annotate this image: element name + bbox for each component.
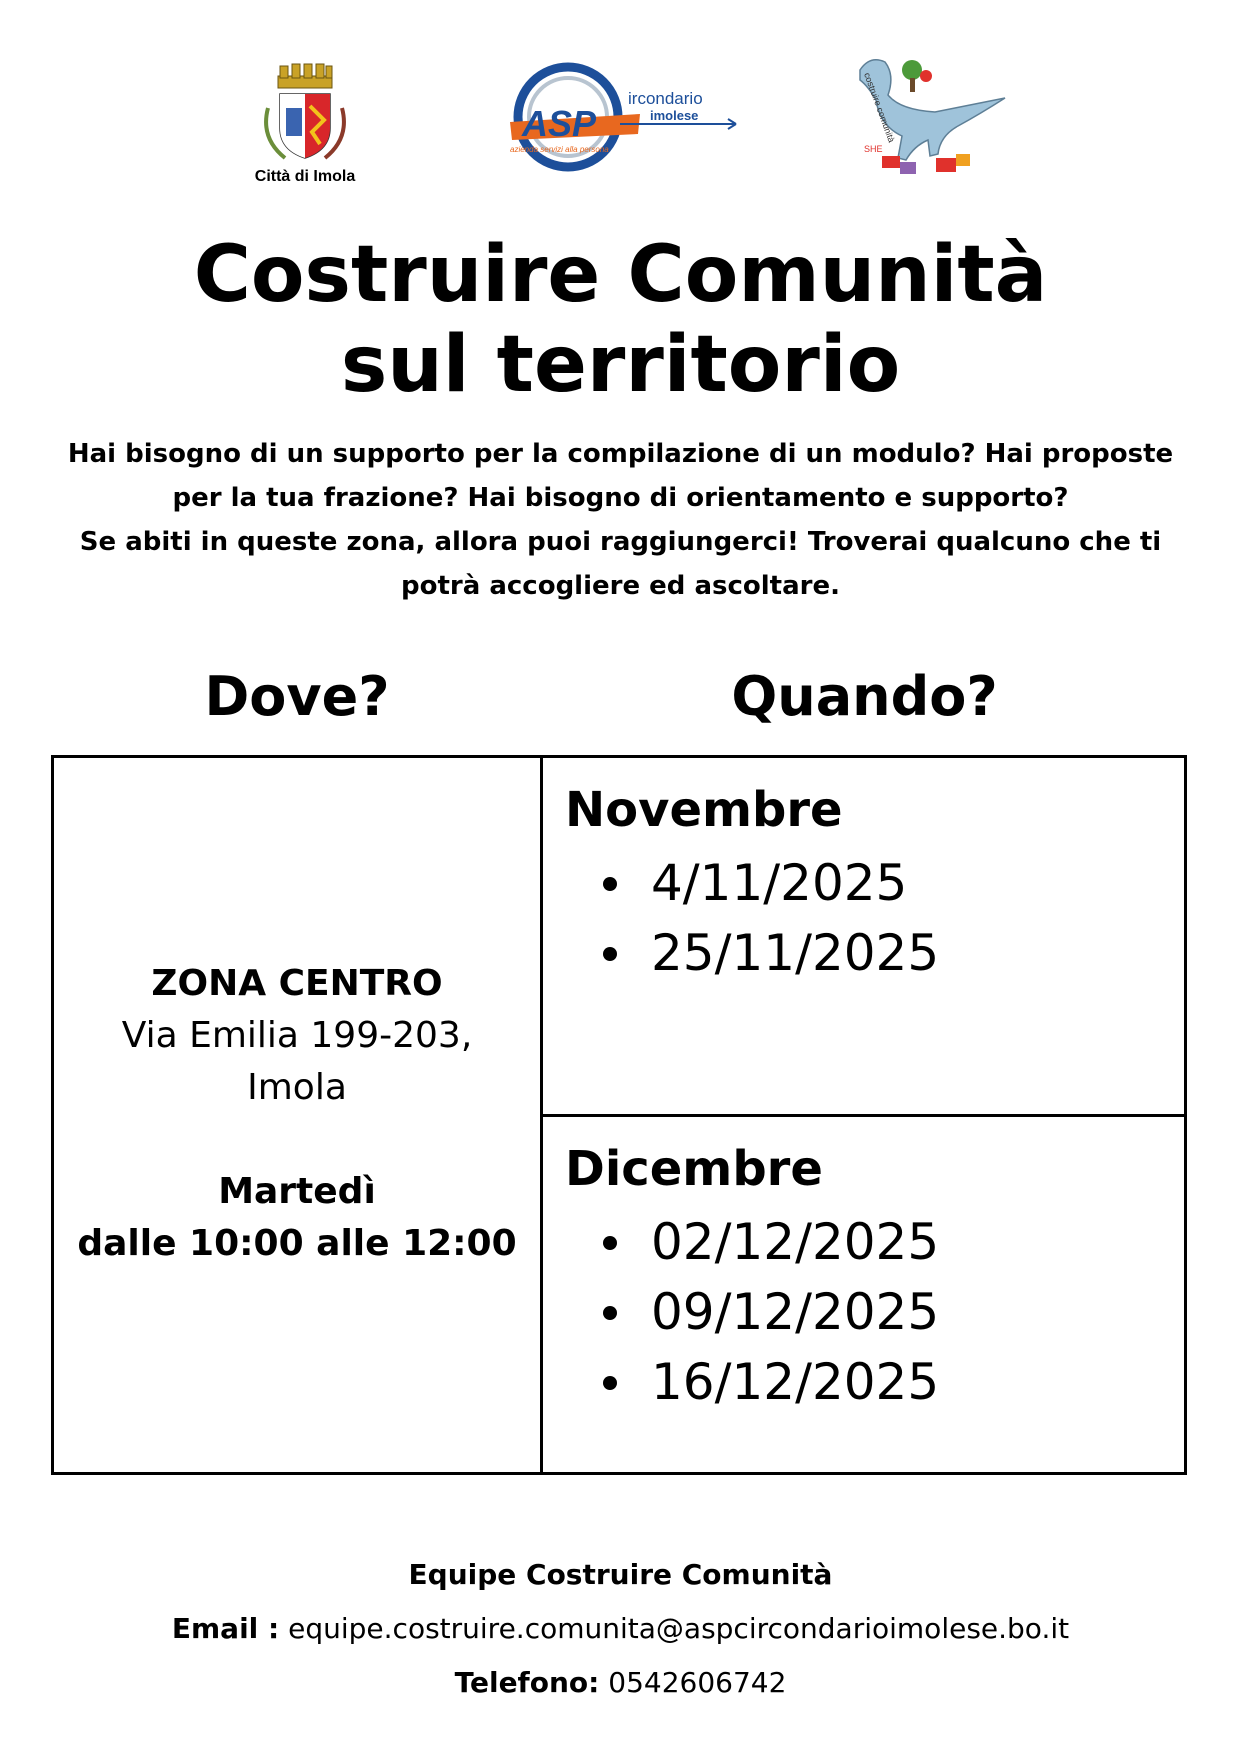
- intro-line-3: Se abiti in queste zona, allora puoi raggiungerci! Troverai qualcuno che ti: [79, 527, 1162, 557]
- email-label: Email :: [171, 1612, 280, 1645]
- cc-small-text: SHE: [864, 144, 883, 154]
- city-caption: Città di Imola: [254, 168, 356, 185]
- month-cell-december: [543, 1117, 1184, 1472]
- asp-logo: [500, 62, 750, 172]
- date-list: [543, 848, 939, 988]
- bullet-icon: [603, 947, 617, 961]
- asp-wordmark: ASP: [522, 103, 597, 144]
- month-title: Novembre: [565, 782, 843, 838]
- address-line-1: Via Emilia 199-203,: [121, 1015, 473, 1056]
- month-title: Dicembre: [565, 1141, 823, 1197]
- heading-where: Dove?: [204, 665, 390, 728]
- page-title: [0, 230, 1241, 410]
- phone-row: [0, 1656, 1241, 1710]
- date-item: [543, 848, 939, 918]
- date-item: [543, 918, 939, 988]
- date-text: 4/11/2025: [651, 854, 908, 912]
- date-list: [543, 1207, 939, 1417]
- intro-line-1: Hai bisogno di un supporto per la compilazione di un modulo? Hai proposte: [67, 439, 1174, 469]
- phone-label: Telefono:: [454, 1666, 600, 1699]
- bullet-icon: [603, 1376, 617, 1390]
- date-item: [543, 1277, 939, 1347]
- asp-imolese-text: imolese: [650, 108, 699, 123]
- intro-line-4: potrà accogliere ed ascoltare.: [401, 571, 840, 601]
- intro-line-2: per la tua frazione? Hai bisogno di orientamento e supporto?: [172, 483, 1069, 513]
- bullet-icon: [603, 1236, 617, 1250]
- city-logo: [240, 58, 370, 188]
- schedule-table: [51, 755, 1187, 1475]
- meeting-hours: dalle 10:00 alle 12:00: [77, 1223, 517, 1264]
- email-link[interactable]: equipe.costruire.comunita@aspcircondarioimolese.bo.it: [288, 1612, 1070, 1645]
- asp-logo-icon: [500, 62, 750, 172]
- bullet-icon: [603, 1306, 617, 1320]
- logo-bar: [0, 50, 1241, 190]
- month-cell-november: [543, 758, 1184, 1117]
- title-line-1: Costruire Comunità: [193, 230, 1048, 320]
- phone-number[interactable]: 0542606742: [608, 1666, 787, 1699]
- title-line-2: sul territorio: [340, 320, 901, 410]
- meeting-day: Martedì: [218, 1171, 376, 1212]
- cc-text: costruire comunità: [862, 71, 897, 144]
- address-line-2: Imola: [247, 1067, 347, 1108]
- contact-footer: [0, 1548, 1241, 1710]
- date-text: 25/11/2025: [651, 924, 940, 982]
- bullet-icon: [603, 877, 617, 891]
- costruire-comunita-logo: [840, 50, 1020, 180]
- zone-name: ZONA CENTRO: [151, 963, 443, 1004]
- heading-when: Quando?: [731, 665, 998, 728]
- date-item: [543, 1347, 939, 1417]
- location-details: [54, 958, 540, 1270]
- location-cell: [54, 758, 543, 1472]
- team-name: Equipe Costruire Comunità: [408, 1558, 833, 1591]
- email-row: [0, 1602, 1241, 1656]
- asp-tagline: azienda servizi alla persona: [510, 145, 609, 154]
- date-item: [543, 1207, 939, 1277]
- asp-circondario-text: ircondario: [628, 89, 703, 108]
- date-text: 02/12/2025: [651, 1213, 940, 1271]
- intro-text: [30, 432, 1211, 608]
- city-crest-icon: [240, 58, 370, 166]
- date-text: 16/12/2025: [651, 1353, 940, 1411]
- dinosaur-mascot-icon: [840, 50, 1020, 180]
- date-text: 09/12/2025: [651, 1283, 940, 1341]
